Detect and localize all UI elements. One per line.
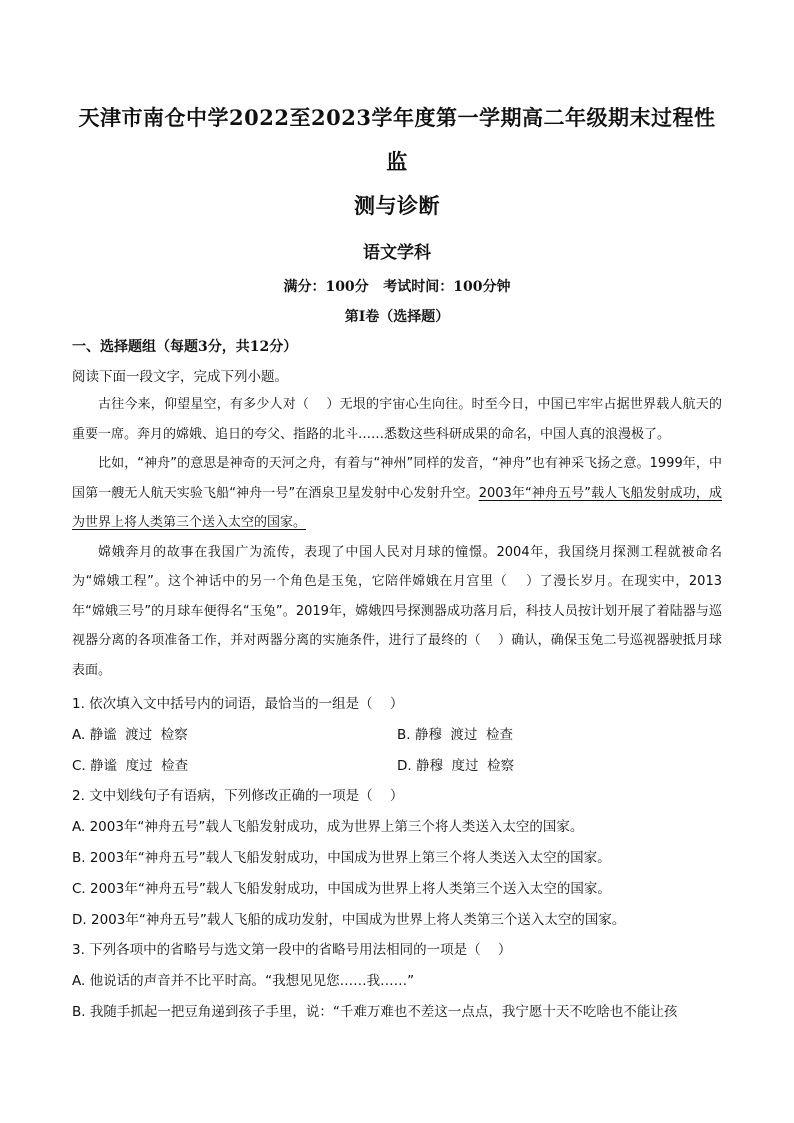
volume-heading: 第Ⅰ卷（选择题） — [344, 309, 450, 325]
question-2-option-d: D. 2003年“神舟五号”载人飞船的成功发射，中国成为世界上将人类第三个送入太空的国家。 — [72, 912, 626, 928]
exam-title-line1: 天津市南仓中学2022至2023学年度第一学期高二年级期末过程性监 — [78, 105, 716, 174]
exam-title — [72, 96, 722, 228]
question-3-stem: 3. 下列各项中的省略号与选文第一段中的省略号用法相同的一项是（ ） — [72, 942, 512, 958]
question-2-option-a: A. 2003年“神舟五号”载人飞船发射成功，成为世界上第三个将人类送入太空的国家。 — [72, 819, 584, 835]
score-time-info: 满分：100分 考试时间：100分钟 — [283, 279, 511, 295]
passage-paragraph-2 — [72, 449, 722, 538]
question-2-option-b: B. 2003年“神舟五号”载人飞船发射成功，中国成为世界上第三个将人类送入太空的国家。 — [72, 850, 611, 866]
question-1-option-b: B. 静穆 渡过 检查 — [397, 727, 514, 743]
exam-title-line2: 测与诊断 — [354, 193, 440, 218]
question-2-stem: 2. 文中划线句子有语病，下列修改正确的一项是（ ） — [72, 788, 404, 804]
passage-paragraph-1: 古往今来，仰望星空，有多少人对（ ）无垠的宇宙心生向往。时至今日，中国已牢牢占据世界载人航天的重要一席。奔月的嫦娥、追日的夸父、指路的北斗……悉数这些科研成果的命名，中国人真的浪漫极了。 — [72, 397, 722, 442]
question-1-stem: 1. 依次填入文中括号内的词语，最恰当的一组是（ ） — [72, 696, 404, 712]
subject-title: 语文学科 — [363, 243, 431, 263]
passage-paragraph-2-text: 比如，“神舟”的意思是神奇的天河之舟，有着与“神州”同样的发音，“神舟”也有神采飞扬之意。1999年，中国第一艘无人航天实验飞船“神舟一号”在酒泉卫星发射中心发射升空。 — [72, 456, 722, 501]
question-1-option-c: C. 静谧 度过 检查 — [72, 758, 189, 774]
section-heading: 一、选择题组（每题3分，共12分） — [72, 339, 298, 355]
question-2-option-c: C. 2003年“神舟五号”载人飞船发射成功，中国成为世界上将人类第三个送入太空的国家。 — [72, 881, 611, 897]
question-1-option-d: D. 静穆 度过 检察 — [397, 758, 515, 774]
question-1-options-row-1 — [72, 724, 722, 746]
question-3-option-b: B. 我随手抓起一把豆角递到孩子手里，说：“千难万难也不差这一点点，我宁愿十天不吃啥也不能让孩 — [72, 1004, 678, 1020]
underlined-sentence: 2003年“神舟五号”载人飞船发射成功，成为世界上将人类第三个送入太空的国家。 — [72, 485, 722, 530]
question-1-options-row-2 — [72, 755, 722, 777]
question-3-option-a: A. 他说话的声音并不比平时高。“我想见见您……我……” — [72, 973, 415, 989]
question-1-option-a: A. 静谧 渡过 检察 — [72, 727, 188, 743]
passage-paragraph-3: 嫦娥奔月的故事在我国广为流传，表现了中国人民对月球的憧憬。2004年，我国绕月探测工程就被命名为“嫦娥工程”。这个神话中的另一个角色是玉兔，它陪伴嫦娥在月宫里（ ）了漫长岁月。在现实中，2013年“嫦娥三号”的月球车便得名“玉兔”。2019年，嫦娥四号探测器成功落月后，科技人员按计划开展了着陆器与巡视器分离的各项准备工作，并对两器分离的实施条件，进行了最终的（ ）确认，确保玉兔二号巡视器驶抵月球表面。 — [72, 544, 722, 678]
reading-instruction: 阅读下面一段文字，完成下列小题。 — [72, 369, 288, 385]
